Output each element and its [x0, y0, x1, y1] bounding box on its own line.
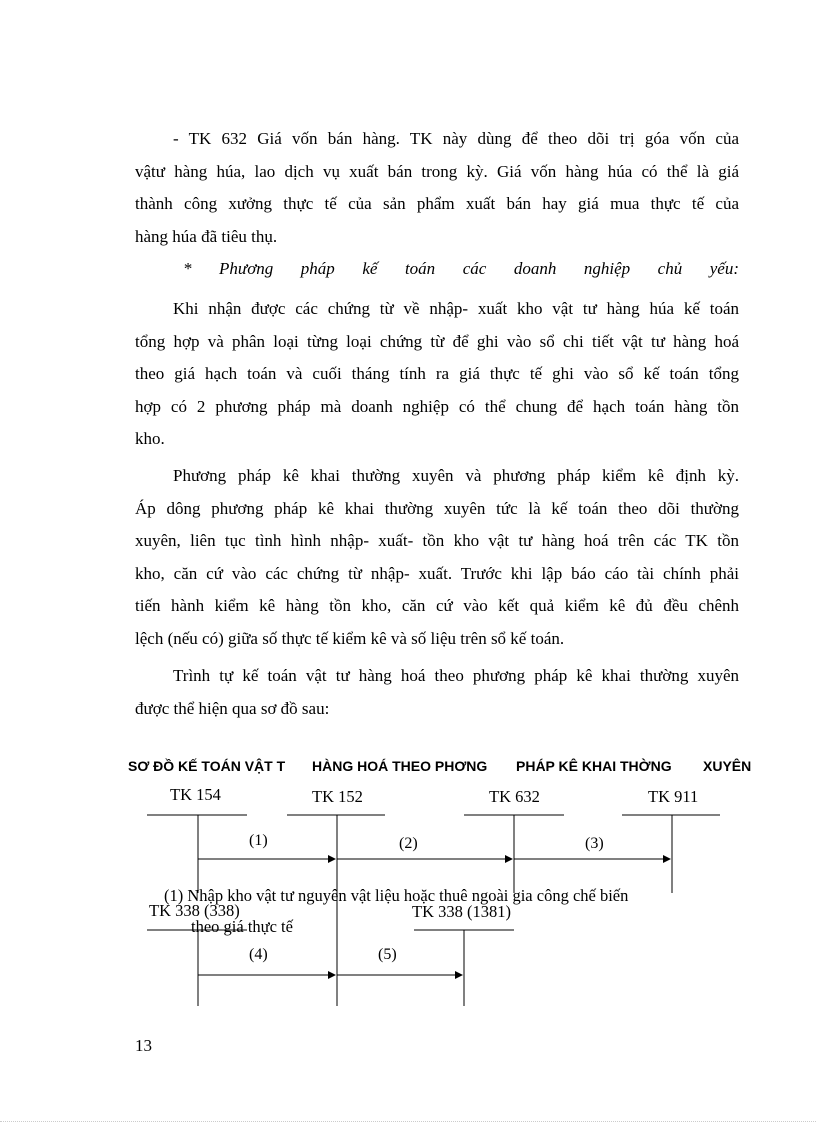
step-label: (4): [249, 946, 268, 963]
text-line: Khi nhận được các chứng từ về nhập- xuất kho vật tư hàng húa kế toán: [173, 299, 739, 318]
diagram-title-part: HÀNG HOÁ THEO PHƠNG: [312, 758, 488, 774]
diagram-title-part: XUYÊN: [703, 758, 752, 774]
account-tk632: TK 632: [489, 787, 540, 806]
text-line: - TK 632 Giá vốn bán hàng. TK này dùng để theo dõi trị góa vốn của: [173, 129, 739, 148]
step-label: (1): [249, 832, 268, 849]
step-label: (3): [585, 835, 604, 852]
account-tk911: TK 911: [648, 787, 699, 806]
text-line: kho.: [135, 429, 165, 448]
text-line: Phương pháp kê khai thường xuyên và phương pháp kiểm kê định kỳ.: [173, 466, 739, 485]
text-line: hàng húa đã tiêu thụ.: [135, 226, 278, 246]
diagram-note: theo giá thực tế: [191, 917, 293, 936]
step-label: (5): [378, 946, 397, 963]
text-line: tổng hợp và phân loại từng loại chứng từ để ghi vào sổ chi tiết vật tư hàng hoá: [135, 331, 739, 351]
diagram-title-part: SƠ ĐỒ KẾ TOÁN VẬT T: [128, 758, 286, 774]
text-line: thành công xưởng thực tế của sản phẩm xuất bán hay giá mua thực tế của: [135, 194, 739, 213]
step-label: (2): [399, 835, 418, 852]
text-line: vậtư hàng húa, lao dịch vụ xuất bán trong kỳ. Giá vốn hàng húa có thể là giá: [135, 161, 739, 181]
diagram-title-part: PHÁP KÊ KHAI THỜNG: [516, 758, 672, 774]
text-line: xuyên, liên tục tình hình nhập- xuất- tồn kho vật tư hàng hoá trên các TK tồn: [135, 531, 739, 550]
diagram-note: (1) Nhập kho vật tư nguyên vật liệu hoặc thuê ngoài gia công chế biến: [164, 886, 629, 905]
text-line: kho, căn cứ vào các chứng từ nhập- xuất. Trước khi lập báo cáo tài chính phải: [135, 563, 739, 583]
text-line: lệch (nếu có) giữa số thực tế kiểm kê và số liệu trên sổ kế toán.: [135, 628, 565, 648]
section-heading: * Phương pháp kế toán các doanh nghiệp chủ yếu:: [183, 259, 739, 278]
page-bottom-border: [0, 1121, 816, 1122]
text-line: tiến hành kiểm kê hàng tồn kho, căn cứ vào kết quả kiểm kê đủ đều chênh: [135, 596, 739, 615]
account-tk338-338: TK 338 (338): [149, 901, 240, 920]
text-line: Áp dông phương pháp kê khai thường xuyên tức là kế toán theo dõi thường: [135, 498, 739, 518]
text-line: hợp có 2 phương pháp mà doanh nghiệp có thể chung để hạch toán hàng tồn: [135, 396, 739, 416]
page-number: 13: [135, 1036, 152, 1055]
account-tk154: TK 154: [170, 785, 221, 804]
text-line: Trình tự kế toán vật tư hàng hoá theo phương pháp kê khai thường xuyên: [173, 666, 739, 685]
account-tk338-1381: TK 338 (1381): [412, 902, 511, 921]
text-line: được thể hiện qua sơ đồ sau:: [135, 698, 330, 718]
account-tk152: TK 152: [312, 787, 363, 806]
text-line: theo giá hạch toán và cuối tháng tính ra giá thực tế ghi vào sổ kế toán tổng: [135, 364, 739, 383]
